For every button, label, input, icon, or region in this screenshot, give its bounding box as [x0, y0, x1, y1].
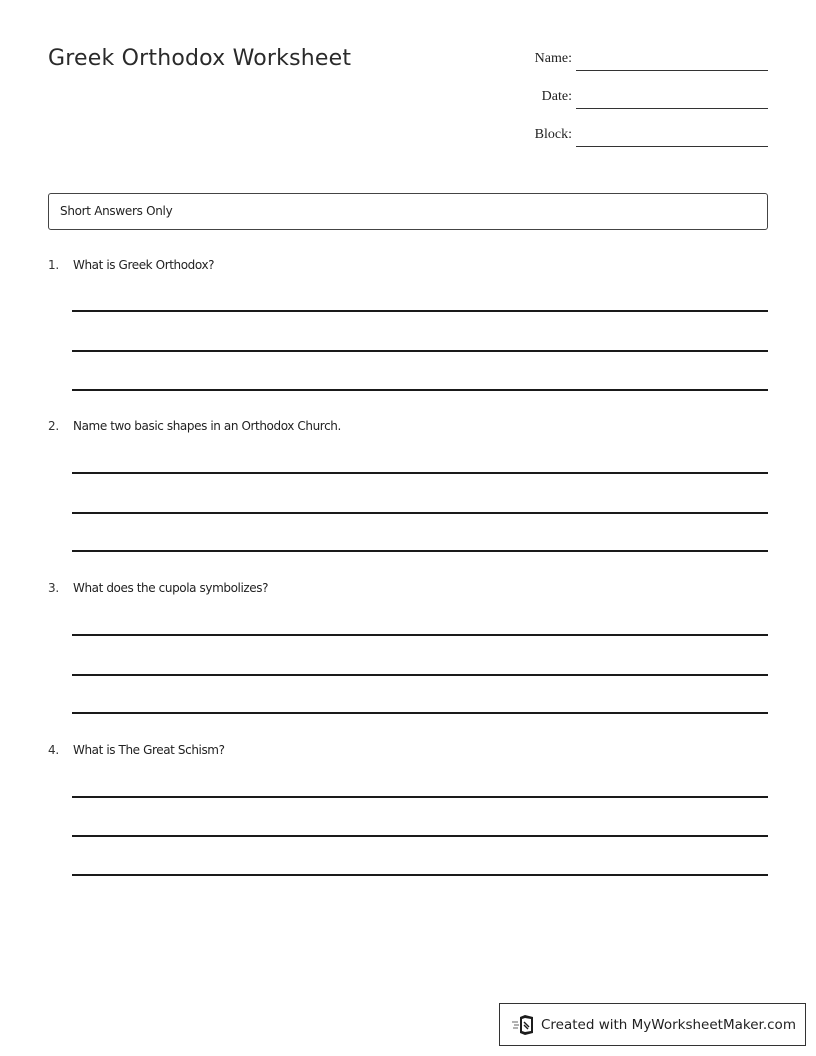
answer-line[interactable] — [72, 634, 768, 636]
question-text: What is The Great Schism? — [73, 743, 225, 757]
question-number: 2. — [48, 419, 60, 433]
question-text: What does the cupola symbolizes? — [73, 581, 269, 595]
question-number: 4. — [48, 743, 60, 757]
answer-line[interactable] — [72, 835, 768, 837]
date-input-line[interactable] — [576, 108, 768, 109]
question-number: 1. — [48, 258, 60, 272]
block-field[interactable] — [520, 124, 768, 148]
answer-line[interactable] — [72, 674, 768, 676]
worksheet-title: Greek Orthodox Worksheet — [48, 46, 352, 71]
answer-line[interactable] — [72, 796, 768, 798]
footer-text[interactable]: Created with MyWorksheetMaker.com — [541, 1017, 796, 1033]
name-label: Name: — [534, 51, 572, 66]
instructions-box — [48, 193, 768, 230]
answer-line[interactable] — [72, 472, 768, 474]
instructions-text: Short Answers Only — [60, 204, 173, 218]
worksheet-maker-logo-icon — [512, 1015, 534, 1035]
answer-line[interactable] — [72, 310, 768, 312]
question-text: Name two basic shapes in an Orthodox Church. — [73, 419, 341, 433]
date-field[interactable] — [520, 86, 768, 110]
date-label: Date: — [541, 89, 572, 104]
created-with-badge[interactable] — [499, 1003, 806, 1046]
block-input-line[interactable] — [576, 146, 768, 147]
block-label: Block: — [534, 127, 572, 142]
name-field[interactable] — [520, 48, 768, 72]
question-number: 3. — [48, 581, 60, 595]
answer-line[interactable] — [72, 874, 768, 876]
answer-line[interactable] — [72, 512, 768, 514]
answer-line[interactable] — [72, 350, 768, 352]
answer-line[interactable] — [72, 389, 768, 391]
answer-line[interactable] — [72, 712, 768, 714]
name-input-line[interactable] — [576, 70, 768, 71]
question-text: What is Greek Orthodox? — [73, 258, 215, 272]
answer-line[interactable] — [72, 550, 768, 552]
